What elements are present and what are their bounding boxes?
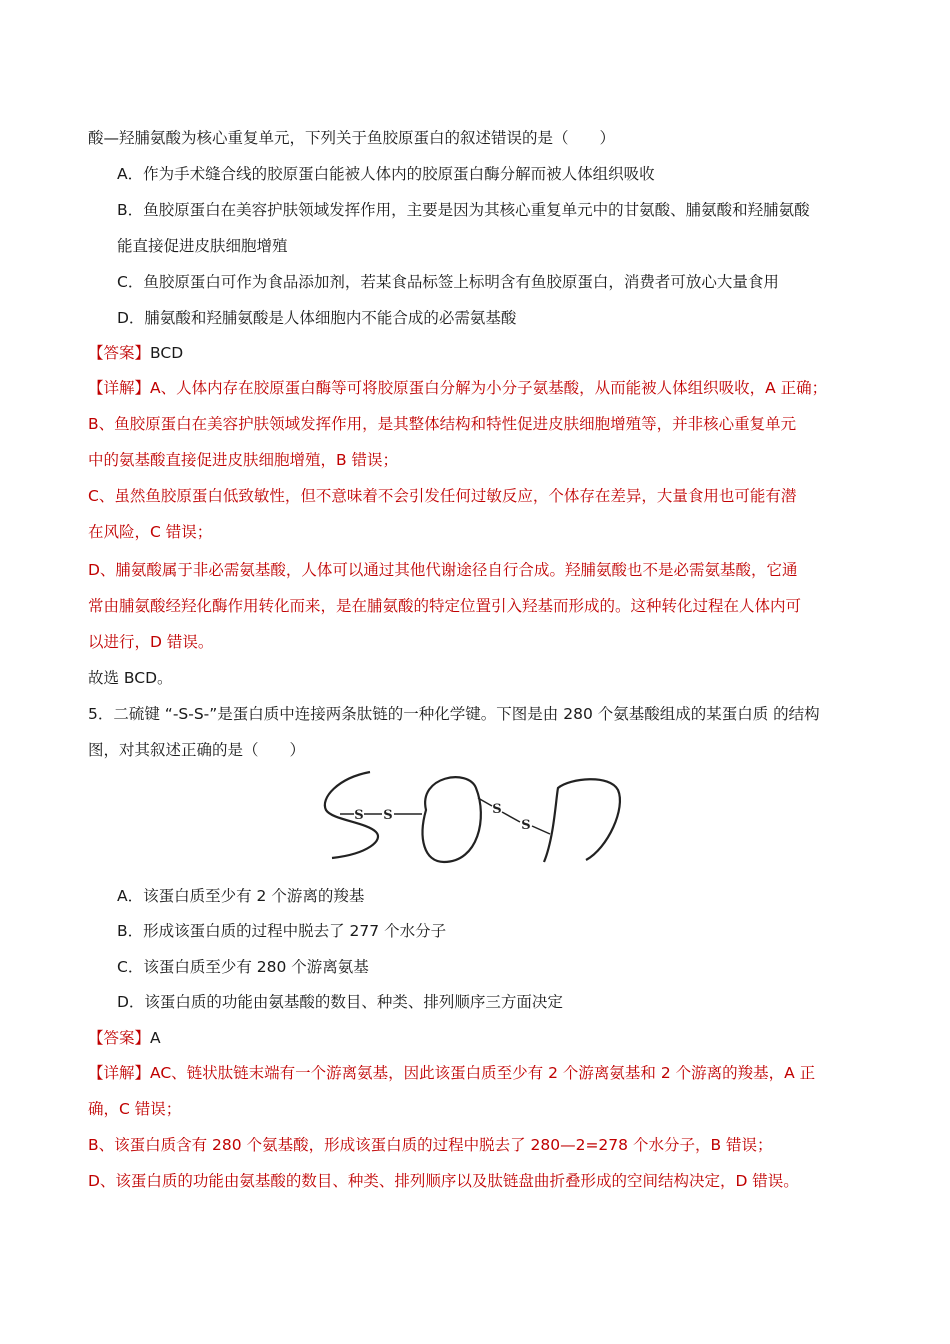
q5-option-c: C．该蛋白质至少有 280 个游离氨基 [117,958,369,976]
q5-option-b: B．形成该蛋白质的过程中脱去了 277 个水分子 [117,922,447,940]
q4-detail-line6: D、脯氨酸属于非必需氨基酸，人体可以通过其他代谢途径自行合成。羟脯氨酸也不是必需氨基酸，它通 [88,561,798,579]
q5-stem-line2: 图，对其叙述正确的是（ ） [88,741,306,759]
q4-detail-line1 [88,378,878,398]
q4-option-c: C．鱼胶原蛋白可作为食品添加剂，若某食品标签上标明含有鱼胶原蛋白，消费者可放心大量食用 [117,273,779,291]
q5-answer [88,1028,878,1048]
q4-detail-line2: B、鱼胶原蛋白在美容护肤领域发挥作用，是其整体结构和特性促进皮肤细胞增殖等，并非核心重复单元 [88,415,797,433]
q4-option-d: D．脯氨酸和羟脯氨酸是人体细胞内不能合成的必需氨基酸 [117,309,517,327]
detail-text: A、人体内存在胶原蛋白酶等可将胶原蛋白分解为小分子氨基酸，从而能被人体组织吸收，A 正确； [150,379,828,397]
answer-value: BCD [150,344,184,362]
sulfur-label-4: S [521,818,531,833]
disulfide-bond-2-c [532,826,550,834]
peptide-chain-2 [423,777,481,862]
sulfur-label-3: S [492,802,502,817]
answer-label: 【答案】 [88,344,151,362]
q5-stem-line1: 5．二硫键 “-S-S-”是蛋白质中连接两条肽链的一种化学键。下图是由 280 个氨基酸组成的某蛋白质 的结构 [88,705,820,723]
q5-option-d: D．该蛋白质的功能由氨基酸的数目、种类、排列顺序三方面决定 [117,993,563,1011]
peptide-chain-1 [325,772,378,858]
q5-detail-line4: D、该蛋白质的功能由氨基酸的数目、种类、排列顺序以及肽链盘曲折叠形成的空间结构决定，D 错误。 [88,1172,799,1190]
detail-text: AC、链状肽链末端有一个游离氨基，因此该蛋白质至少有 2 个游离氨基和 2 个游离的羧基，A 正 [150,1064,816,1082]
q5-option-a: A．该蛋白质至少有 2 个游离的羧基 [117,887,365,905]
q4-detail-line3: 中的氨基酸直接促进皮肤细胞增殖，B 错误； [88,451,399,469]
q4-detail-line4: C、虽然鱼胶原蛋白低致敏性，但不意味着不会引发任何过敏反应，个体存在差异，大量食用也可能有潜 [88,487,797,505]
detail-label: 【详解】 [88,379,151,397]
q5-detail-line1 [88,1063,878,1083]
answer-label: 【答案】 [88,1029,151,1047]
protein-structure-diagram [318,768,638,864]
q4-option-b-line2: 能直接促进皮肤细胞增殖 [117,237,288,255]
detail-label: 【详解】 [88,1064,151,1082]
q4-option-a: A．作为手术缝合线的胶原蛋白能被人体内的胶原蛋白酶分解而被人体组织吸收 [117,165,655,183]
q4-conclusion: 故选 BCD。 [88,669,173,687]
q4-answer [88,343,878,363]
q5-detail-line3: B、该蛋白质含有 280 个氨基酸，形成该蛋白质的过程中脱去了 280—2=278 个水分子，B 错误； [88,1136,773,1154]
peptide-chain-3 [544,779,620,862]
q4-detail-line7: 常由脯氨酸经羟化酶作用转化而来，是在脯氨酸的特定位置引入羟基而形成的。这种转化过程在人体内可 [88,597,802,615]
q4-detail-line8: 以进行，D 错误。 [88,633,214,651]
sulfur-label-1: S [354,808,364,823]
q5-detail-line2: 确，C 错误； [88,1100,182,1118]
answer-value: A [150,1029,161,1047]
q4-stem-tail: 酸—羟脯氨酸为核心重复单元，下列关于鱼胶原蛋白的叙述错误的是（ ） [88,129,616,147]
sulfur-label-2: S [383,808,393,823]
q4-option-b-line1: B．鱼胶原蛋白在美容护肤领域发挥作用，主要是因为其核心重复单元中的甘氨酸、脯氨酸和羟脯氨酸 [117,201,810,219]
q4-detail-line5: 在风险，C 错误； [88,523,213,541]
protein-structure-svg [318,768,638,864]
disulfide-bond-2-b [502,812,520,822]
